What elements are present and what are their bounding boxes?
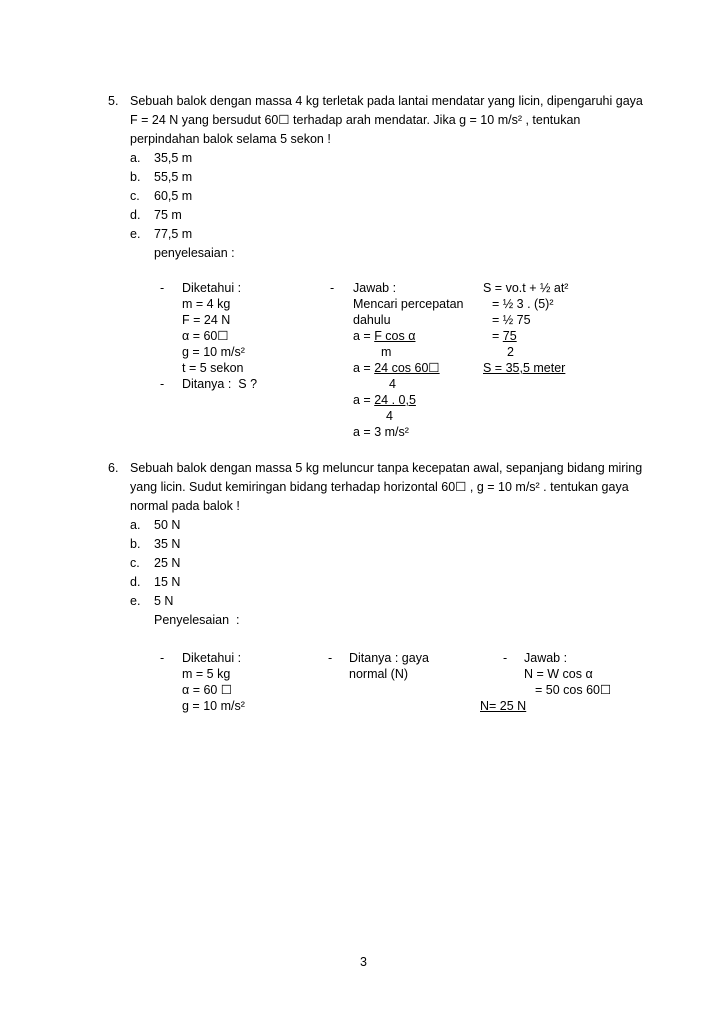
q6-option-b-letter: b. bbox=[130, 537, 141, 551]
q5-number: 5. bbox=[108, 94, 119, 108]
q6-known-angle: α = 60 ☐ bbox=[182, 683, 233, 697]
q6-result: N= 25 N bbox=[480, 699, 527, 713]
q6-asked-dash: - bbox=[328, 651, 333, 665]
q5-known-time: t = 5 sekon bbox=[182, 361, 244, 375]
q5-option-c-text: 60,5 m bbox=[154, 189, 193, 203]
q5-answer-label: Jawab : bbox=[353, 281, 397, 295]
q5-option-a-text: 35,5 m bbox=[154, 151, 193, 165]
q5-known-gravity: g = 10 m/s² bbox=[182, 345, 245, 359]
q6-answer-line-1: N = W cos α bbox=[524, 667, 593, 681]
q5-substitution-prefix: a = bbox=[353, 361, 375, 375]
q5-option-c-letter: c. bbox=[130, 189, 140, 203]
q5-calculation-numerator: 24 . 0,5 bbox=[374, 393, 416, 407]
q5-option-a-letter: a. bbox=[130, 151, 141, 165]
q5-option-e-letter: e. bbox=[130, 227, 141, 241]
q5-known-label: Diketahui : bbox=[182, 281, 242, 295]
q5-text-line-1: Sebuah balok dengan massa 4 kg terletak pada lantai mendatar yang licin, dipengaruhi gaya bbox=[130, 94, 643, 108]
q6-option-e-text: 5 N bbox=[154, 594, 174, 608]
q5-text-line-2: F = 24 N yang bersudut 60☐ terhadap arah mendatar. Jika g = 10 m/s² , tentukan bbox=[130, 113, 581, 127]
q5-formula-prefix: a = bbox=[353, 329, 375, 343]
q5-asked-dash: - bbox=[160, 377, 165, 391]
q5-substitution-denominator: 4 bbox=[389, 377, 396, 391]
q5-distance-line-3: = ½ 75 bbox=[492, 313, 531, 327]
q5-known-mass: m = 4 kg bbox=[182, 297, 231, 311]
q6-option-b-text: 35 N bbox=[154, 537, 181, 551]
q5-calculation-prefix: a = bbox=[353, 393, 375, 407]
q6-known-label: Diketahui : bbox=[182, 651, 242, 665]
q6-text-line-1: Sebuah balok dengan massa 5 kg meluncur tanpa kecepatan awal, sepanjang bidang miring bbox=[130, 461, 643, 475]
q6-option-a-letter: a. bbox=[130, 518, 141, 532]
q5-text-line-3: perpindahan balok selama 5 sekon ! bbox=[130, 132, 331, 146]
q6-asked-value: normal (N) bbox=[349, 667, 409, 681]
q6-solution-label: Penyelesaian : bbox=[154, 613, 240, 627]
q5-distance-line-1: S = vo.t + ½ at² bbox=[483, 281, 569, 295]
q5-answer-dash: - bbox=[330, 281, 335, 295]
q5-distance-line-4-numerator: 75 bbox=[502, 329, 517, 343]
q5-distance-line-4 bbox=[492, 329, 517, 343]
q6-known-dash: - bbox=[160, 651, 165, 665]
q6-text-line-2: yang licin. Sudut kemiringan bidang terhadap horizontal 60☐ , g = 10 m/s² . tentukan gaya bbox=[130, 480, 629, 494]
q5-substitution bbox=[353, 361, 440, 375]
q6-known-mass: m = 5 kg bbox=[182, 667, 231, 681]
q5-distance-line-5: 2 bbox=[507, 345, 514, 359]
q6-option-c-letter: c. bbox=[130, 556, 140, 570]
q6-answer-dash: - bbox=[503, 651, 508, 665]
q5-option-b-letter: b. bbox=[130, 170, 141, 184]
q6-number: 6. bbox=[108, 461, 119, 475]
q5-option-d-letter: d. bbox=[130, 208, 141, 222]
q6-option-c-text: 25 N bbox=[154, 556, 181, 570]
q5-asked: Ditanya : S ? bbox=[182, 377, 258, 391]
q6-answer-line-2: = 50 cos 60☐ bbox=[535, 683, 612, 697]
q6-known-gravity: g = 10 m/s² bbox=[182, 699, 245, 713]
q5-distance-line-4-prefix: = bbox=[492, 329, 503, 343]
q5-known-force: F = 24 N bbox=[182, 313, 231, 327]
q5-calculation-denominator: 4 bbox=[386, 409, 393, 423]
q6-option-d-text: 15 N bbox=[154, 575, 181, 589]
q5-calculation bbox=[353, 393, 416, 407]
q5-known-dash: - bbox=[160, 281, 165, 295]
q5-option-d-text: 75 m bbox=[154, 208, 182, 222]
q5-substitution-numerator: 24 cos 60☐ bbox=[374, 361, 440, 375]
q5-formula-numerator: F cos α bbox=[374, 329, 416, 343]
q5-answer-line-2: dahulu bbox=[353, 313, 391, 327]
q6-option-e-letter: e. bbox=[130, 594, 141, 608]
q5-option-b-text: 55,5 m bbox=[154, 170, 193, 184]
q6-asked-label: Ditanya : gaya bbox=[349, 651, 429, 665]
q5-option-e-text: 77,5 m bbox=[154, 227, 193, 241]
q5-distance-line-2: = ½ 3 . (5)² bbox=[492, 297, 554, 311]
q6-answer-label: Jawab : bbox=[524, 651, 568, 665]
q5-answer-line-1: Mencari percepatan bbox=[353, 297, 464, 311]
page-number: 3 bbox=[360, 955, 367, 969]
q6-text-line-3: normal pada balok ! bbox=[130, 499, 240, 513]
q5-formula bbox=[353, 329, 415, 343]
q6-option-a-text: 50 N bbox=[154, 518, 181, 532]
q5-known-angle: α = 60☐ bbox=[182, 329, 229, 343]
q6-option-d-letter: d. bbox=[130, 575, 141, 589]
q5-distance-result: S = 35,5 meter bbox=[483, 361, 566, 375]
q5-formula-denominator: m bbox=[381, 345, 392, 359]
q5-solution-label: penyelesaian : bbox=[154, 246, 235, 260]
q5-acceleration-result: a = 3 m/s² bbox=[353, 425, 409, 439]
